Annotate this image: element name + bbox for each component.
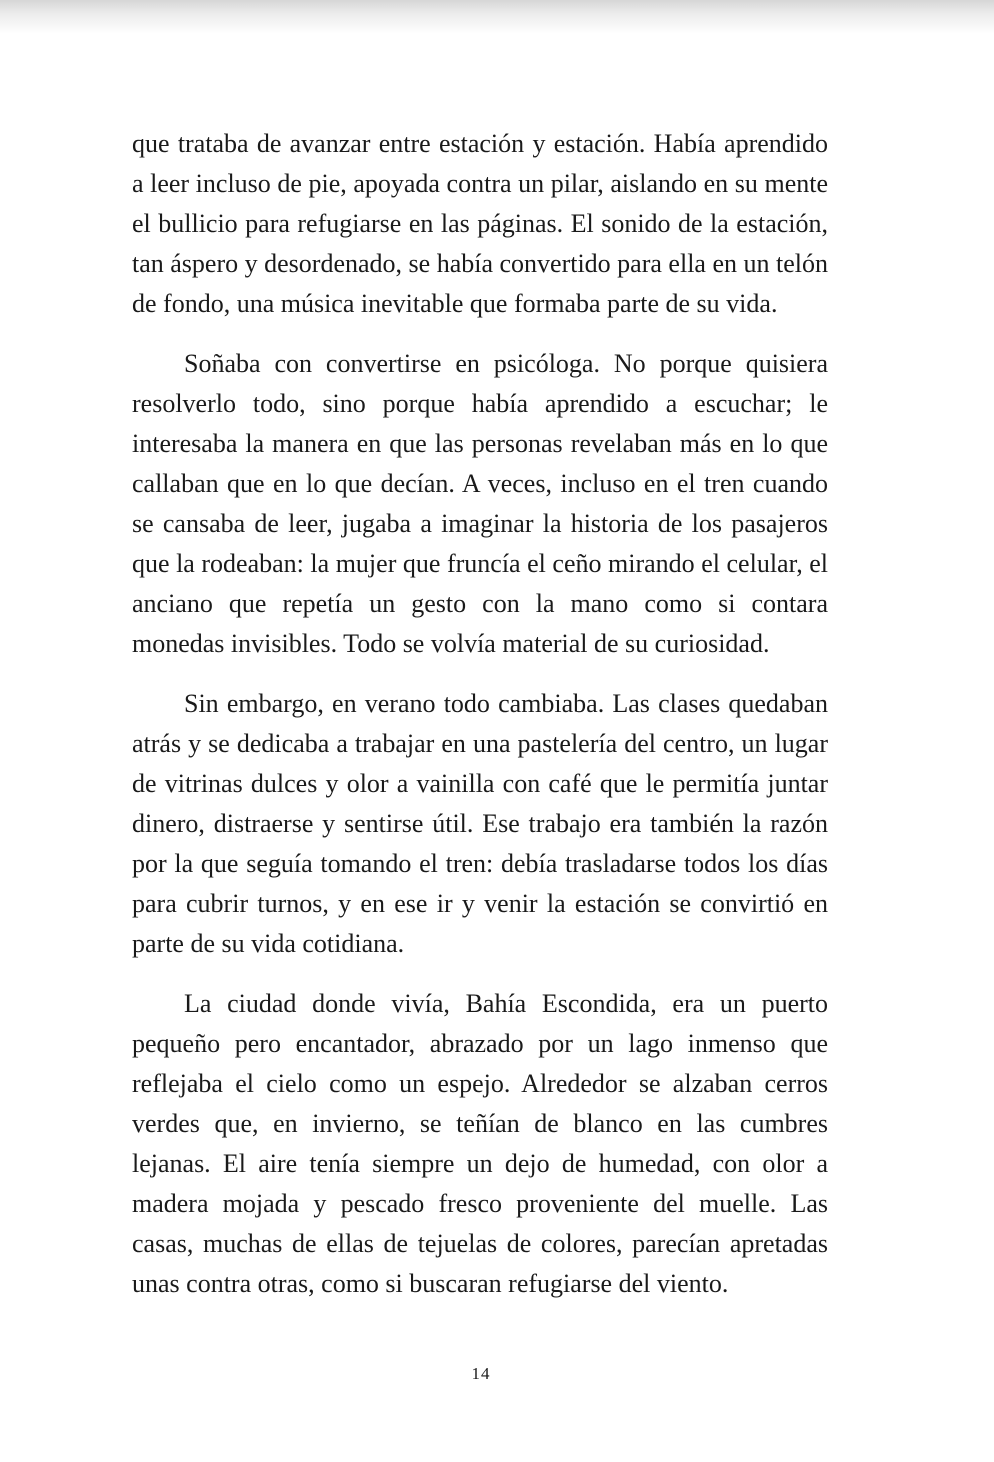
paragraph: que trataba de avanzar entre estación y estación. Había aprendido a leer incluso de pie, apoyada contra un pilar, aislando en su mente el bullicio para refugiarse en las páginas. El sonido de la estación, tan áspero y desordenado, se había convertido para ella en un telón de fondo, una música inevitable que formaba parte de su vida. [132, 129, 828, 318]
page-body [132, 124, 828, 1324]
paragraph: Sin embargo, en verano todo cambiaba. Las clases quedaban atrás y se dedicaba a trabajar en una pastelería del centro, un lugar de vitrinas dulces y olor a vainilla con café que le permitía juntar dinero, distraerse y sentirse útil. Ese trabajo era también la razón por la que seguía tomando el tren: debía trasladarse todos los días para cubrir turnos, y en ese ir y venir la estación se convirtió en parte de su vida cotidiana. [132, 689, 828, 958]
paragraph: Soñaba con convertirse en psicóloga. No porque quisiera resolverlo todo, sino porque había aprendido a escuchar; le interesaba la manera en que las personas revelaban más en lo que callaban que en lo que decían. A veces, incluso en el tren cuando se cansaba de leer, jugaba a imaginar la historia de los pasajeros que la rodeaban: la mujer que fruncía el ceño mirando el celular, el anciano que repetía un gesto con la mano como si contara monedas invisibles. Todo se volvía material de su curiosidad. [132, 349, 828, 658]
paragraph: La ciudad donde vivía, Bahía Escondida, era un puerto pequeño pero encantador, abrazado por un lago inmenso que reflejaba el cielo como un espejo. Alrededor se alzaban cerros verdes que, en invierno, se teñían de blanco en las cumbres lejanas. El aire tenía siempre un dejo de humedad, con olor a madera mojada y pescado fresco proveniente del muelle. Las casas, muchas de ellas de tejuelas de colores, parecían apretadas unas contra otras, como si buscaran refugiarse del viento. [132, 989, 828, 1298]
page-number: 14 [471, 1364, 491, 1383]
top-shadow [0, 0, 994, 34]
